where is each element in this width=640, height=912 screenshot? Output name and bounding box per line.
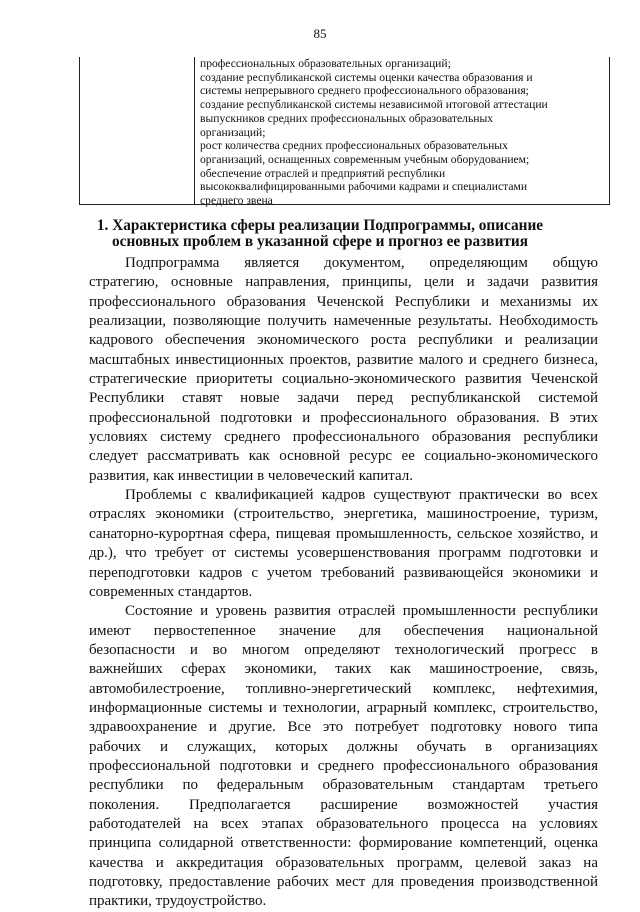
text-line: подготовку, предоставление рабочих мест для проведения производственной bbox=[89, 874, 598, 890]
continuation-table bbox=[79, 57, 610, 208]
text-line: условиях систему среднего профессионального образования республики bbox=[89, 429, 598, 446]
table-line: среднего звена bbox=[200, 194, 273, 208]
text-line: имеют первостепенное значение для обеспечения национальной bbox=[89, 622, 598, 639]
table-line: высококвалифицированными рабочими кадрами и специалистами bbox=[200, 180, 528, 194]
table-line: создание республиканской системы оценки качества образования и bbox=[200, 70, 533, 84]
text-line: стратегию, основные направления, принципы, цели и задачи развития bbox=[89, 274, 598, 291]
text-line: масштабных инвестиционных проектов, развитие малого и среднего бизнеса, bbox=[89, 351, 598, 368]
text-line: реализации, позволяющие получить намеченные результаты. Необходимость bbox=[89, 313, 598, 330]
table-line: организаций, оснащенных современным учебным оборудованием; bbox=[200, 152, 530, 166]
table-left-cell bbox=[80, 57, 195, 204]
table-line: системы непрерывного среднего профессионального образования; bbox=[200, 84, 529, 98]
text-line: стратегические приоритеты социально-экономического развития Чеченской bbox=[89, 371, 598, 388]
text-line: работодателей на всех этапах образовательного процесса на условиях bbox=[89, 815, 598, 832]
text-line: Состояние и уровень развития отраслей промышленности республики bbox=[125, 603, 598, 620]
section-heading-line-2: основных проблем в указанной сфере и прогноз ее развития bbox=[112, 233, 528, 250]
text-line: профессионального образования Чеченской Республики и механизмы их bbox=[89, 293, 598, 310]
text-line: республики по федеральным образовательным стандартам третьего bbox=[89, 777, 598, 794]
text-line: Подпрограмма является документом, определяющим общую bbox=[125, 255, 598, 271]
table-line: организаций; bbox=[200, 125, 266, 139]
text-line: рабочих и служащих, которых должны обучать в организациях bbox=[89, 738, 598, 755]
table-line: выпускников средних профессиональных образовательных bbox=[200, 111, 494, 125]
text-line: развития, как инвестиции в человеческий капитал. bbox=[89, 467, 414, 484]
text-line: практики, трудоустройство. bbox=[89, 893, 267, 910]
text-line: профессиональной подготовки и профессионального образования. В этих bbox=[89, 409, 598, 426]
text-line: следует рассматривать как основной ресурс ее социально-экономического bbox=[89, 448, 598, 465]
table-right-cell bbox=[200, 57, 603, 208]
table-line: создание республиканской системы независимой итоговой аттестации bbox=[200, 98, 548, 112]
text-line: переподготовки кадров с учетом требований развивающейся экономики и bbox=[89, 564, 598, 581]
text-line: важнейших сферах экономики, таких как машиностроение, связь, bbox=[89, 661, 598, 678]
section-heading-line-1: 1. Характеристика сферы реализации Подпрограммы, описание bbox=[96, 217, 544, 234]
text-line: принципа солидарной ответственности: формирование компетенций, оценка bbox=[89, 835, 598, 852]
table-line: рост количества средних профессиональных образовательных bbox=[200, 139, 508, 153]
text-line: кадрового обеспечения экономического роста республики и реализации bbox=[89, 332, 598, 349]
text-line: др.), что требует от системы усовершенствования программ подготовки и bbox=[89, 545, 598, 562]
text-line: отраслях экономики (строительство, энергетика, машиностроение, туризм, bbox=[89, 506, 598, 523]
page-number: 85 bbox=[313, 26, 327, 41]
text-line: информационные системы и технологии, аграрный комплекс, строительство, bbox=[89, 699, 598, 716]
text-line: качества и аккредитация образовательных программ, целевой заказ на bbox=[89, 854, 598, 871]
table-line: профессиональных образовательных организаций; bbox=[200, 57, 451, 70]
table-line: обеспечение отраслей и предприятий республики bbox=[200, 166, 446, 180]
text-line: безопасности и во многом определяют технологический прогресс в bbox=[89, 641, 598, 658]
body-text bbox=[89, 254, 598, 912]
text-line: Республики ставят новые задачи перед республиканской системой bbox=[89, 390, 598, 407]
text-line: автомобилестроение, топливно-энергетический комплекс, нефтехимия, bbox=[89, 680, 598, 697]
text-line: здравоохранение и другие. Все это потребует подготовку нового типа bbox=[89, 719, 598, 736]
text-line: современных стандартов. bbox=[89, 583, 253, 600]
text-line: поколения. Предполагается расширение возможностей участия bbox=[89, 796, 598, 813]
section-heading bbox=[0, 218, 640, 250]
text-line: профессиональной подготовки и среднего профессионального образования bbox=[89, 757, 598, 774]
text-line: санаторно-курортная сфера, пищевая промышленность, сельское хозяйство, и bbox=[89, 525, 598, 542]
text-line: Проблемы с квалификацией кадров существуют практически во всех bbox=[125, 487, 598, 504]
